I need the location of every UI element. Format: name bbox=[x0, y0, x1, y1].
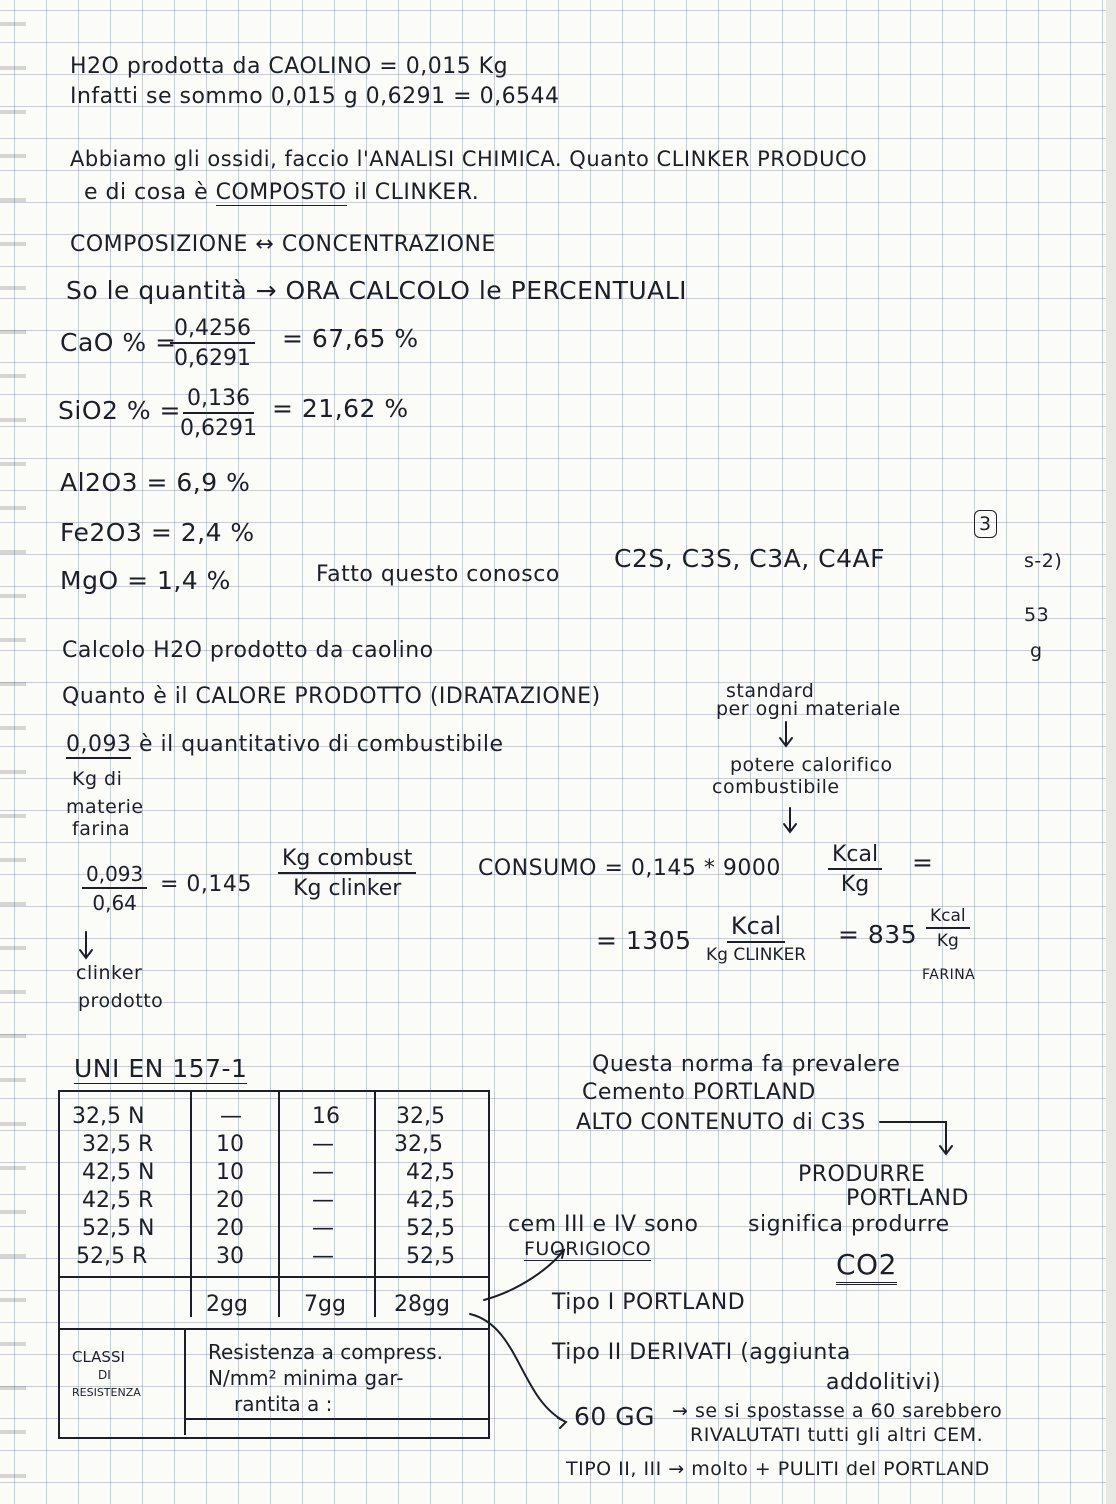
result-1305-unit bbox=[706, 912, 806, 965]
margin-mark: 53 bbox=[1024, 604, 1050, 626]
cao-numerator: 0,4256 bbox=[170, 316, 255, 344]
table-divider bbox=[184, 1418, 488, 1420]
fe2o3-line: Fe2O3 = 2,4 % bbox=[60, 518, 255, 547]
tipo-ii-line: Tipo II DERIVATI (aggiunta bbox=[552, 1340, 851, 1365]
table-cell-28gg: 52,5 bbox=[406, 1216, 455, 1241]
margin-mark: g bbox=[1030, 640, 1043, 662]
fatto-questo: Fatto questo conosco bbox=[316, 562, 560, 587]
norm-title-text: UNI EN 157-1 bbox=[74, 1054, 248, 1083]
comb-fraction-den: 0,64 bbox=[92, 891, 137, 915]
table-cell-class: 32,5 R bbox=[82, 1132, 154, 1157]
table-divider bbox=[278, 1092, 280, 1317]
sio2-fraction bbox=[180, 386, 257, 441]
result-1305-den: Kg CLINKER bbox=[706, 945, 807, 965]
standard-label: standard bbox=[726, 680, 815, 702]
co2-label: CO2 bbox=[836, 1252, 897, 1285]
fuorigioco-word: FUORIGIOCO bbox=[524, 1238, 652, 1260]
table-cell-2gg: 10 bbox=[216, 1160, 244, 1185]
table-cell-28gg: 42,5 bbox=[406, 1188, 455, 1213]
table-cell-2gg: 10 bbox=[216, 1132, 244, 1157]
standard-label-2: per ogni materiale bbox=[716, 698, 901, 720]
table-cell-7gg: — bbox=[312, 1160, 334, 1185]
cement-phases: C2S, C3S, C3A, C4AF bbox=[614, 544, 885, 573]
result-835: = 835 bbox=[838, 920, 918, 949]
comb-text: è il quantitativo di combustibile bbox=[138, 732, 504, 757]
unit-farina: farina bbox=[72, 818, 131, 840]
table-cell-class: 32,5 N bbox=[72, 1104, 145, 1129]
norm-title bbox=[74, 1056, 247, 1082]
resistenza-line-1: Resistenza a compress. bbox=[208, 1340, 443, 1364]
table-cell-7gg: — bbox=[312, 1132, 334, 1157]
result-835-farina: FARINA bbox=[922, 967, 976, 983]
calore-line: Quanto è il CALORE PRODOTTO (IDRATAZIONE) bbox=[62, 684, 601, 709]
produrre-line-1: PRODURRE bbox=[798, 1162, 926, 1187]
resistenza-line-2: N/mm² minima gar- bbox=[208, 1366, 404, 1390]
sixty-days-note-2: RIVALUTATI tutti gli altri CEM. bbox=[690, 1424, 984, 1446]
consumo-equals: = bbox=[912, 848, 934, 877]
comb-fraction-eq: = 0,145 bbox=[160, 872, 252, 897]
table-divider bbox=[60, 1328, 488, 1330]
cem-note-2 bbox=[524, 1236, 651, 1262]
header-28gg: 28gg bbox=[394, 1292, 450, 1317]
note-line-percentuali: So le quantità → ORA CALCOLO le PERCENTUALI bbox=[66, 276, 688, 305]
note-text: e di cosa è bbox=[84, 180, 216, 205]
produrre-line-2: PORTLAND bbox=[846, 1186, 969, 1211]
header-2gg: 2gg bbox=[206, 1292, 248, 1317]
table-cell-class: 42,5 R bbox=[82, 1188, 154, 1213]
note-line-ossidi: Abbiamo gli ossidi, faccio l'ANALISI CHIMICA. Quanto CLINKER PRODUCO bbox=[70, 147, 868, 171]
comb-unit-fraction bbox=[278, 846, 416, 901]
result-1305: = 1305 bbox=[596, 926, 692, 955]
table-cell-class: 42,5 N bbox=[82, 1160, 155, 1185]
norm-note-1: Questa norma fa prevalere bbox=[592, 1052, 901, 1077]
sio2-result: = 21,62 % bbox=[272, 394, 409, 423]
consumo-unit-num: Kcal bbox=[828, 842, 882, 870]
note-line-composizione: COMPOSIZIONE ↔ CONCENTRAZIONE bbox=[70, 232, 496, 257]
result-835-num: Kcal bbox=[926, 906, 970, 929]
sio2-numerator: 0,136 bbox=[183, 386, 254, 414]
table-cell-7gg: 16 bbox=[312, 1104, 340, 1129]
page-edge bbox=[1106, 0, 1116, 1504]
table-cell-class: 52,5 N bbox=[82, 1216, 155, 1241]
cem-note-1: cem III e IV sono bbox=[508, 1212, 699, 1237]
table-cell-2gg: 30 bbox=[216, 1244, 244, 1269]
comb-line bbox=[66, 732, 504, 758]
sio2-label: SiO2 % = bbox=[58, 396, 181, 425]
comb-fraction bbox=[82, 862, 147, 915]
table-cell-2gg: 20 bbox=[216, 1216, 244, 1241]
result-835-den: Kg bbox=[936, 931, 959, 951]
table-cell-28gg: 32,5 bbox=[396, 1104, 445, 1129]
comb-unit-num: Kg combust bbox=[278, 846, 416, 874]
result-1305-num: Kcal bbox=[727, 912, 785, 943]
table-cell-2gg: 20 bbox=[216, 1188, 244, 1213]
table-cell-class: 52,5 R bbox=[76, 1244, 148, 1269]
table-cell-28gg: 42,5 bbox=[406, 1160, 455, 1185]
table-cell-7gg: — bbox=[312, 1244, 334, 1269]
comb-unit-den: Kg clinker bbox=[293, 876, 402, 901]
potere-label-2: combustibile bbox=[712, 776, 840, 798]
cao-fraction bbox=[170, 316, 255, 371]
norm-note-2: Cemento PORTLAND bbox=[582, 1080, 816, 1105]
sixty-days-label: 60 GG bbox=[574, 1402, 656, 1431]
table-cell-7gg: — bbox=[312, 1216, 334, 1241]
table-divider bbox=[60, 1276, 488, 1278]
binder-holes bbox=[0, 0, 26, 1504]
table-cell-2gg: — bbox=[220, 1104, 242, 1129]
mgo-line: MgO = 1,4 % bbox=[60, 566, 231, 595]
produrre-line-3: significa produrre bbox=[748, 1212, 950, 1237]
tipo-iii-line: TIPO II, III → molto + PULITI del PORTLAND bbox=[566, 1458, 990, 1480]
cao-label: CaO % = bbox=[60, 328, 177, 357]
cao-denominator: 0,6291 bbox=[174, 346, 251, 371]
table-cell-28gg: 52,5 bbox=[406, 1244, 455, 1269]
comb-fraction-num: 0,093 bbox=[82, 862, 147, 889]
note-line-h2o: H2O prodotta da CAOLINO = 0,015 Kg bbox=[70, 54, 509, 79]
result-835-unit bbox=[926, 906, 970, 951]
table-cell-28gg: 32,5 bbox=[394, 1132, 443, 1157]
table-divider bbox=[190, 1092, 192, 1317]
table-cell-7gg: — bbox=[312, 1188, 334, 1213]
margin-mark: s-2) bbox=[1024, 550, 1063, 572]
consumo-unit bbox=[828, 842, 882, 897]
classi-label-resistenza: RESISTENZA bbox=[72, 1386, 141, 1399]
unit-kg-di: Kg di bbox=[72, 768, 123, 790]
composto-word: COMPOSTO bbox=[215, 180, 347, 205]
consumo-line: CONSUMO = 0,145 * 9000 bbox=[478, 856, 781, 881]
resistenza-line-3: rantita a : bbox=[234, 1392, 333, 1416]
header-7gg: 7gg bbox=[304, 1292, 346, 1317]
clinker-label: clinker bbox=[76, 962, 143, 984]
unit-materie: materie bbox=[66, 796, 144, 818]
calcolo-h2o-line: Calcolo H2O prodotto da caolino bbox=[62, 638, 434, 663]
margin-mark: 3 bbox=[974, 510, 997, 538]
note-line-composto bbox=[84, 180, 479, 206]
tipo-ii-line-2: addolitivi) bbox=[826, 1370, 942, 1395]
potere-label: potere calorifico bbox=[730, 754, 893, 776]
sixty-days-note: → se si spostasse a 60 sarebbero bbox=[672, 1400, 1003, 1422]
note-text: il CLINKER. bbox=[346, 180, 480, 205]
comb-value: 0,093 bbox=[66, 732, 132, 757]
sio2-denominator: 0,6291 bbox=[180, 416, 257, 441]
classi-label-di: DI bbox=[98, 1368, 111, 1382]
cao-result: = 67,65 % bbox=[282, 324, 419, 353]
note-line-sum: Infatti se sommo 0,015 g 0,6291 = 0,6544 bbox=[70, 84, 560, 109]
table-divider bbox=[374, 1092, 376, 1317]
classi-label: CLASSI bbox=[72, 1348, 125, 1366]
norm-note-3: ALTO CONTENUTO di C3S bbox=[576, 1110, 866, 1135]
prodotto-label: prodotto bbox=[78, 990, 164, 1012]
tipo-i-line: Tipo I PORTLAND bbox=[552, 1290, 746, 1315]
consumo-unit-den: Kg bbox=[840, 872, 870, 897]
al2o3-line: Al2O3 = 6,9 % bbox=[60, 468, 251, 497]
norm-table bbox=[58, 1090, 490, 1439]
